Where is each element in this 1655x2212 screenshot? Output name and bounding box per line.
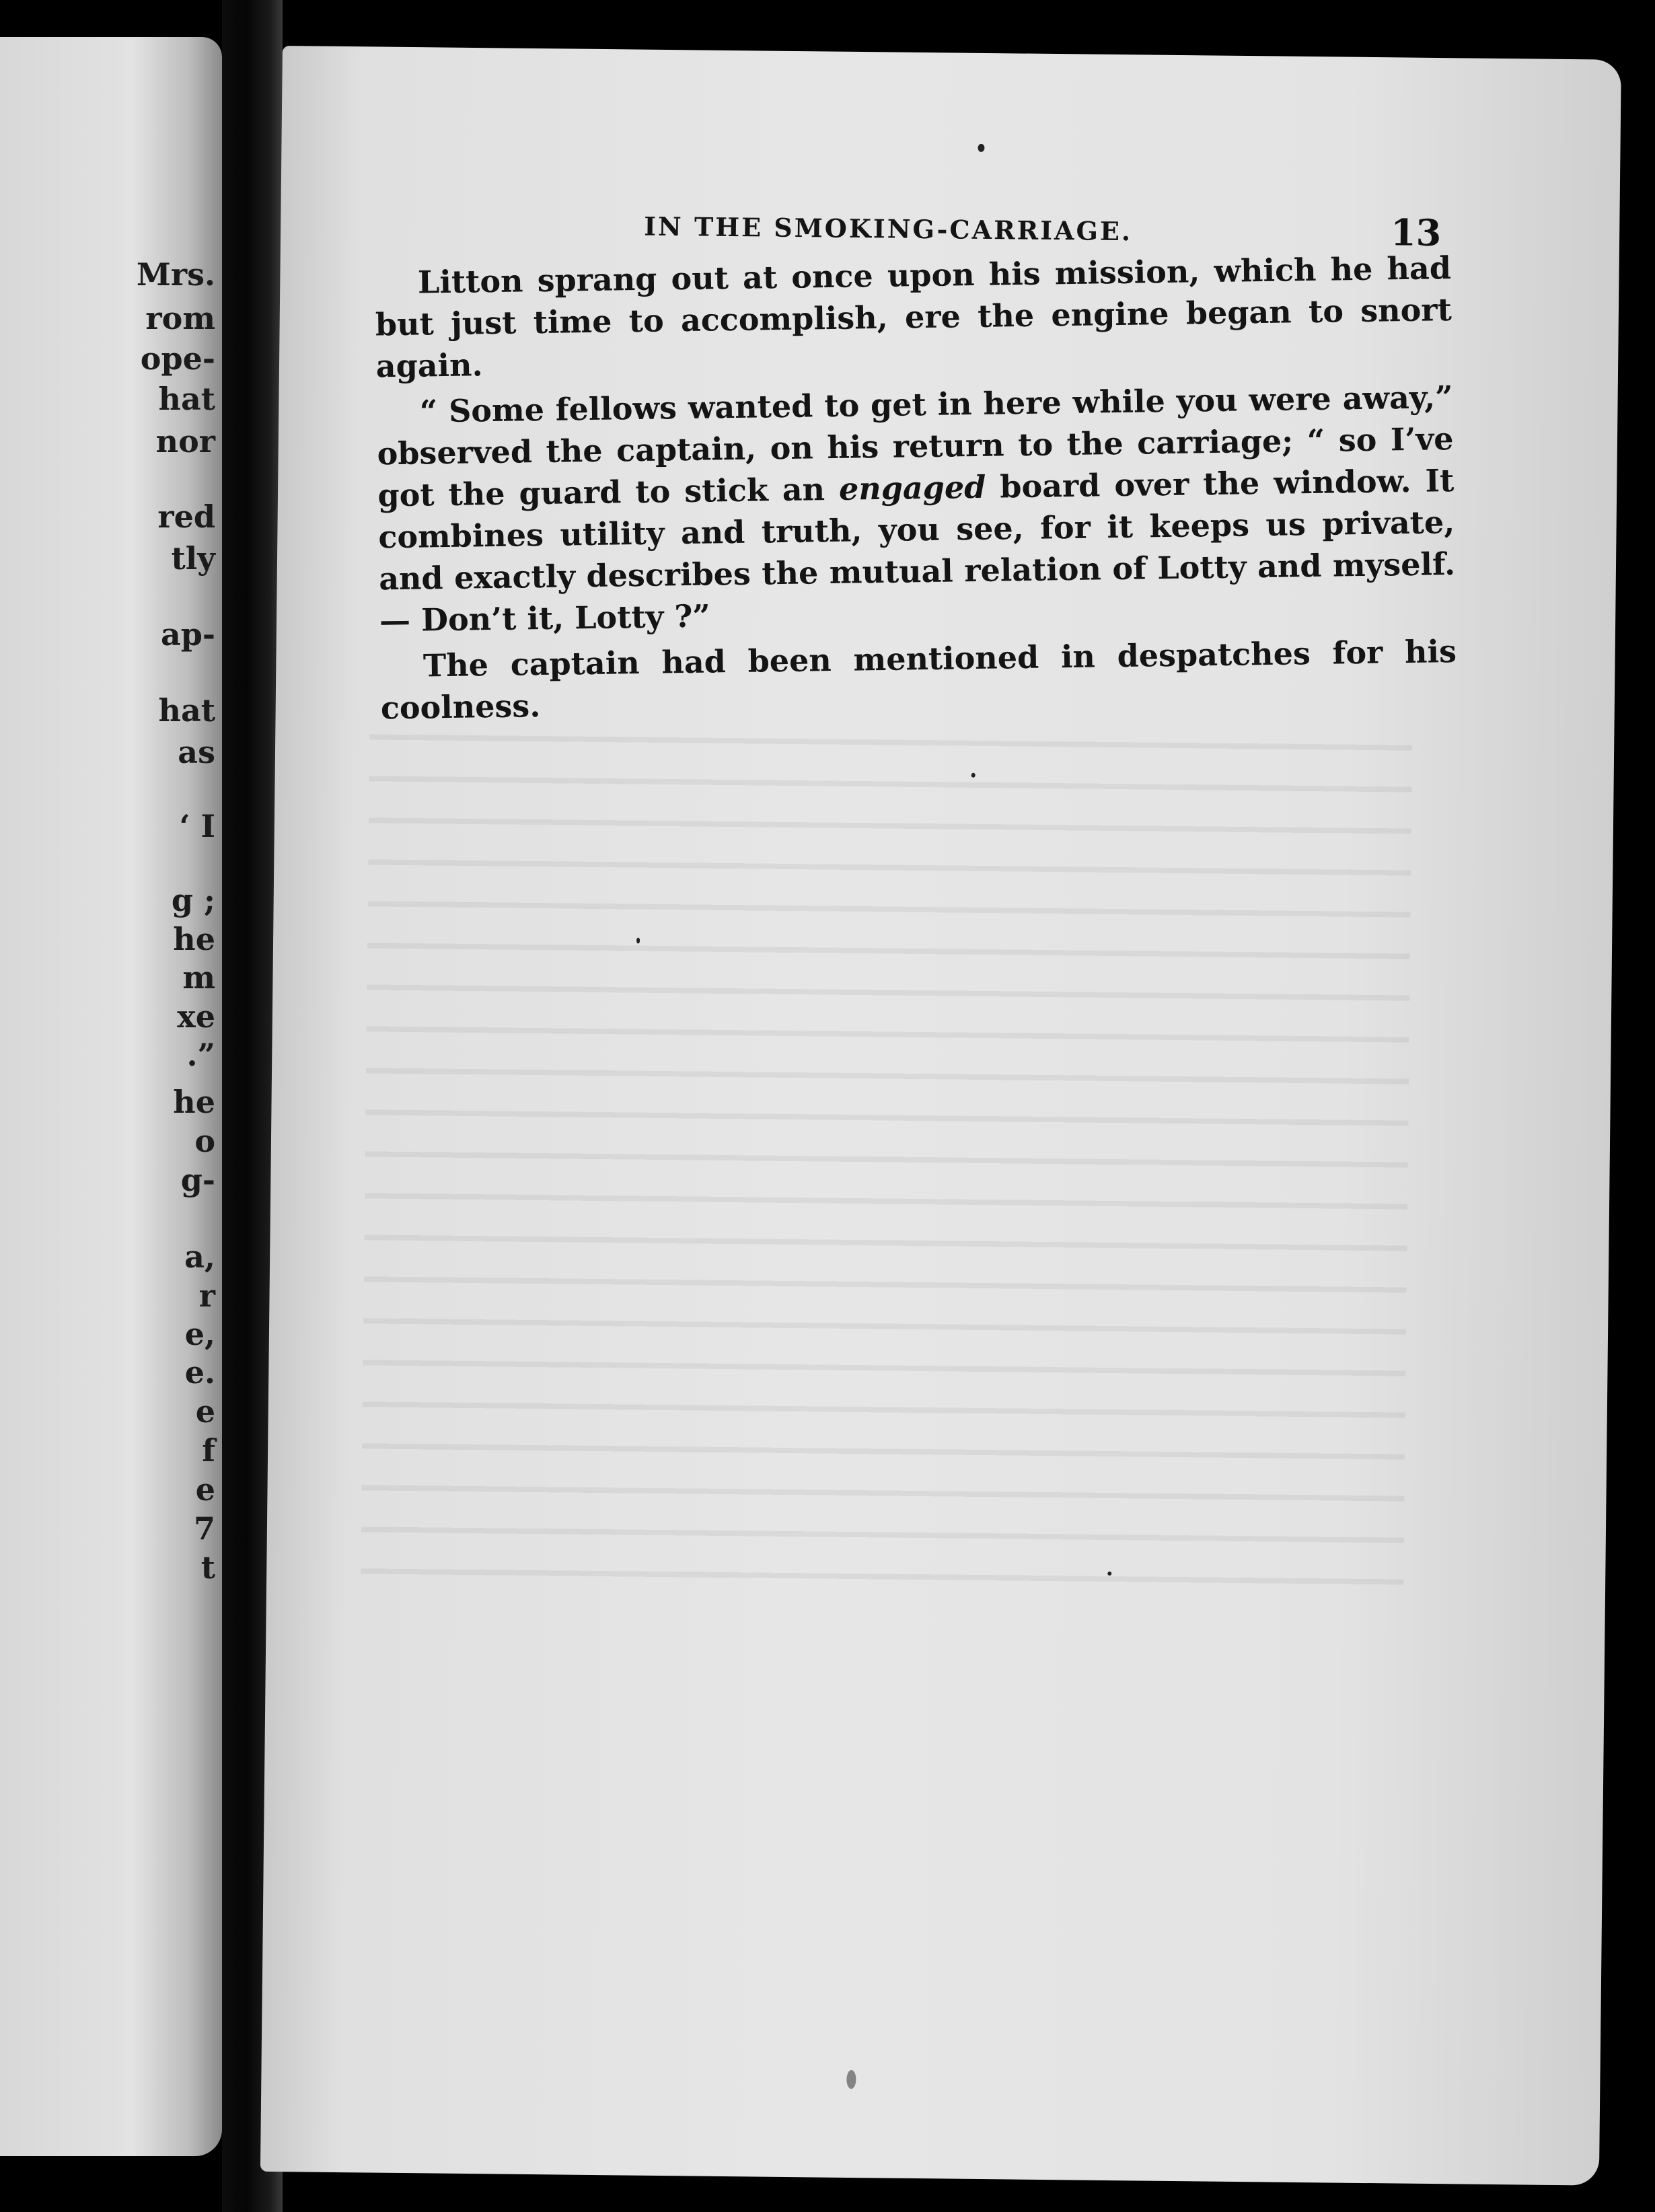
italic-word: engaged [838, 468, 986, 507]
left-page-fragment: ‘ I [179, 808, 215, 844]
paper-speck [846, 2070, 856, 2089]
left-page-fragment: nor [155, 423, 215, 459]
paragraph-part: board over the window. It combines utility and truth, you see, for it keeps us private, and exactly describes the mutual relation of Lotty and myself.— Don’t it, Lotty ?” [377, 462, 1456, 639]
left-page-fragment: .” [186, 1037, 215, 1073]
paper-speck [1107, 1572, 1111, 1576]
paragraph: The captain had been mentioned in despatches for his coolness. [380, 633, 1457, 727]
left-page-fragment: 7 [193, 1510, 215, 1547]
bleed-through-texture [361, 706, 1413, 1591]
left-page-fragment: e, [184, 1316, 215, 1352]
page-number: 13 [1390, 211, 1442, 255]
left-page-fragment: he [173, 921, 215, 957]
paragraph-part: “ Some fellows wanted to get in here while you were away,” observed the captain, on his return to the carriage; “ so I’ve got the guard to stick an [377, 379, 1454, 514]
left-page-fragment: o [194, 1123, 215, 1159]
left-page-fragment: e [195, 1393, 215, 1430]
left-page-fragment: ope- [140, 340, 215, 377]
left-page-fragment: hat [158, 381, 215, 417]
left-page-fragment: tly [171, 540, 215, 577]
left-page-fragment: m [182, 959, 215, 996]
left-page-fragment: hat [158, 692, 215, 729]
left-page-fragment: r [198, 1278, 215, 1314]
left-page-fragment: e [195, 1471, 215, 1508]
paragraph [376, 376, 1456, 641]
left-page-fragment: xe [177, 998, 215, 1035]
left-page-fragment: ap- [160, 616, 215, 653]
left-page-fragment: g- [180, 1162, 215, 1198]
left-page-fragment: e. [184, 1354, 215, 1391]
paragraph: Litton sprang out at once upon his mission, which he had but just time to accomplish, ere the engine began to snort again. [375, 250, 1452, 385]
page-text [375, 247, 1458, 733]
left-facing-page [0, 37, 222, 2156]
running-head: IN THE SMOKING-CARRIAGE. [643, 211, 1133, 247]
left-page-fragment: g ; [171, 882, 215, 918]
left-page-fragment: red [157, 499, 215, 535]
left-page-fragment: rom [145, 300, 215, 336]
paper-speck [971, 773, 976, 778]
left-page-fragment: f [202, 1432, 215, 1469]
left-page-fragment: t [200, 1549, 215, 1586]
left-page-fragment: he [173, 1084, 215, 1120]
paper-speck [978, 144, 984, 152]
right-book-page [260, 46, 1621, 2186]
paper-speck [636, 938, 640, 944]
left-page-fragment: Mrs. [136, 256, 215, 293]
left-page-fragment: as [178, 734, 215, 770]
left-page-fragment: a, [184, 1239, 215, 1275]
